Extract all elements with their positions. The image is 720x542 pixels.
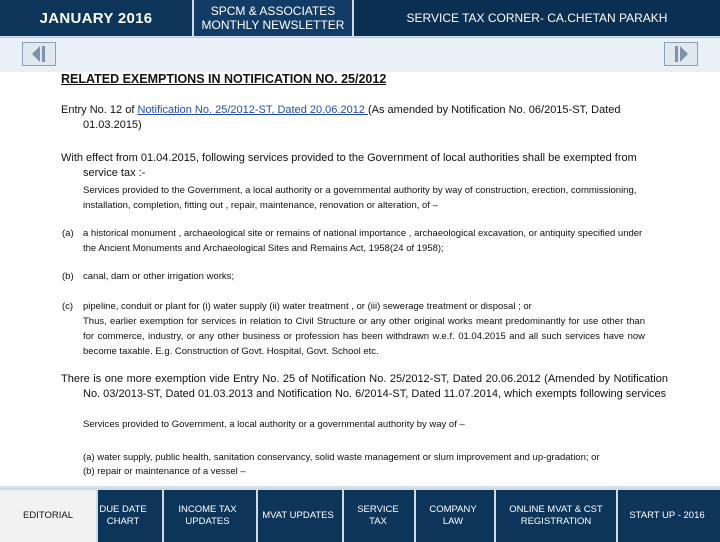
page-heading: RELATED EXEMPTIONS IN NOTIFICATION NO. 25/2012 [61,72,387,86]
effect-paragraph: With effect from 01.04.2015, following services provided to the Government of local authorities shall be exempted from service tax :- [61,152,637,179]
editorial-button[interactable]: EDITORIAL [0,490,96,542]
next-slide-button[interactable] [664,42,698,66]
section-title: SERVICE TAX CORNER- CA.CHETAN PARAKH [354,0,720,36]
newsletter-title: SPCM & ASSOCIATES MONTHLY NEWSLETTER [194,0,352,36]
entry-paragraph [61,103,668,133]
item-label: (c) [62,301,74,312]
header-bar [0,0,720,36]
entry-prefix: Entry No. 12 of [61,104,138,116]
online-mvat-cst-button[interactable]: ONLINE MVAT & CST REGISTRATION [509,504,603,527]
slide-content [0,72,720,486]
sub-item-b: (b) repair or maintenance of a vessel – [83,466,246,477]
footer-nav [0,488,720,542]
entry-suffix: (As amended by Notification No. 06/2015-ST, Dated 01.03.2015) [83,104,621,131]
footer-divider [256,490,258,542]
mvat-updates-button[interactable]: MVAT UPDATES [262,510,334,521]
services-intro: Services provided to the Government, a local authority or a governmental authority by way of construction, erection, commissioning, installation, completion, fitting out , repair, maintenance, renovation or alteration, of – [83,185,637,211]
sub-item-a: (a) water supply, public health, sanitation conservancy, solid waste management or slum improvement and up-gradation; or [83,452,600,463]
footer-divider [494,490,496,542]
thus-paragraph: Thus, earlier exemption for services in relation to Civil Structure or any other original works meant predominantly for use other than for commerce, industry, or any other business or profession has been withdrawn w.e.f. 01.04.2015 and all such services have now become taxable. E.g. Construction of Govt. Hospital, Govt. School etc. [83,316,645,357]
item-text: canal, dam or other irrigation works; [83,271,235,282]
item-text: a historical monument , archaeological site or remains of national importance , archaeological excavation, or antiquity specified under the Ancient Monuments and Archaeological Sites and Remains Act, 1958(24 of 1958); [83,228,643,254]
arrow-right-icon [665,43,697,65]
one-more-paragraph: There is one more exemption vide Entry No. 25 of Notification No. 25/2012-ST, Dated 20.06.2012 (Amended by Notification No. 03/2013-ST, Dated 01.03.2013 and Notification No. 6/2014-ST, Dated 11.07.2014, which exempts following services [61,373,668,400]
footer-divider [342,490,344,542]
issue-date: JANUARY 2016 [0,0,192,36]
arrow-left-icon [23,43,55,65]
item-label: (b) [62,271,74,282]
prev-slide-button[interactable] [22,42,56,66]
notification-link[interactable]: Notification No. 25/2012-ST, Dated 20.06.2012 [137,104,368,116]
item-text: pipeline, conduit or plant for (i) water supply (ii) water treatment , or (iii) sewerage treatment or disposal ; or [83,301,532,312]
gov-services-intro: Services provided to Government, a local authority or a governmental authority by way of – [83,419,465,430]
company-law-button[interactable]: COMPANY LAW [429,504,477,527]
item-label: (a) [62,228,74,239]
start-up-button[interactable]: START UP - 2016 [629,510,705,521]
slide-nav [0,37,720,73]
footer-divider [162,490,164,542]
due-date-chart-button[interactable]: DUE DATE CHART [99,504,147,527]
footer-divider [414,490,416,542]
service-tax-button[interactable]: SERVICE TAX [357,504,399,527]
income-tax-updates-button[interactable]: INCOME TAX UPDATES [178,504,237,527]
footer-divider [616,490,618,542]
